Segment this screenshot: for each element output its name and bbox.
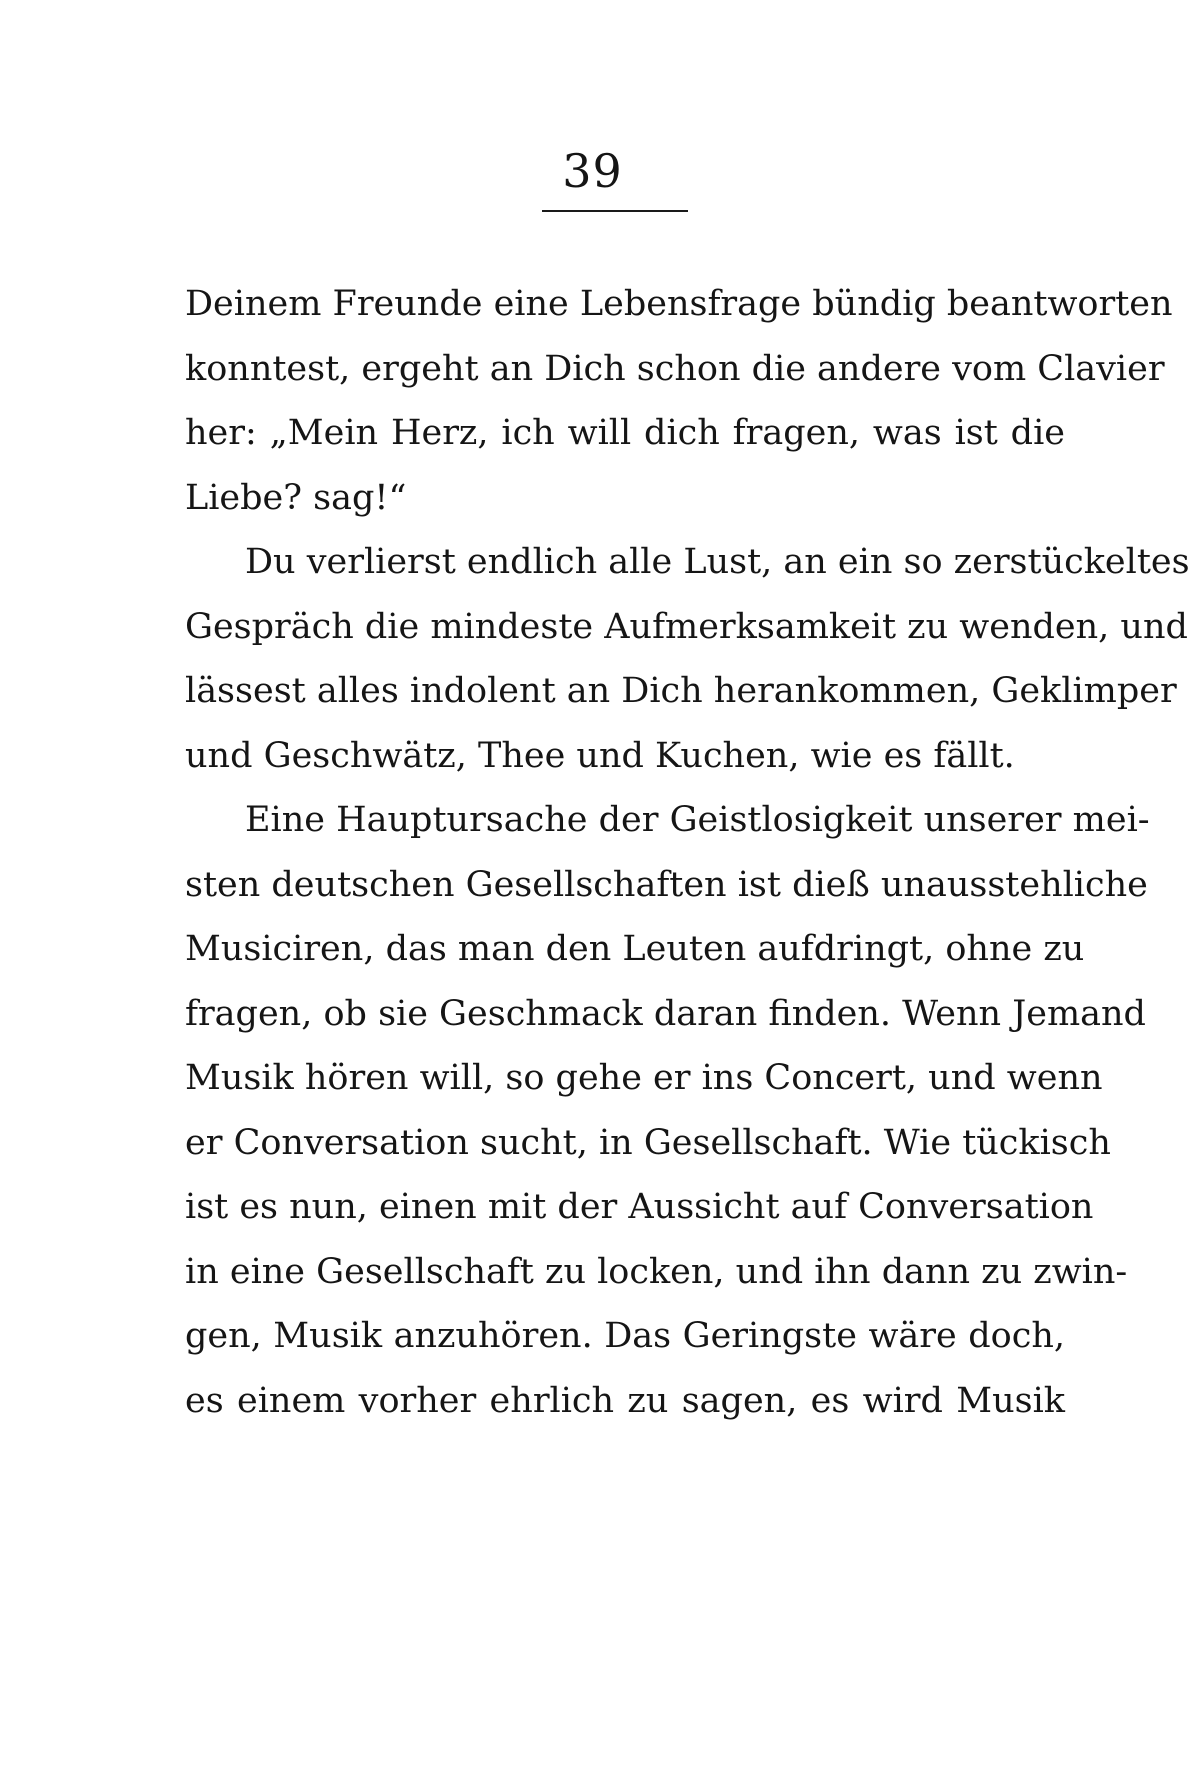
text-line: lässest alles indolent an Dich herankommen, Geklimper bbox=[185, 671, 1177, 711]
text-line: Liebe? sag!“ bbox=[185, 477, 407, 518]
text-line: konntest, ergeht an Dich schon die andere vom Clavier bbox=[185, 348, 1165, 389]
text-line: her: „Mein Herz, ich will dich fragen, was ist die bbox=[185, 413, 1065, 453]
header-rule bbox=[542, 210, 688, 212]
text-line: es einem vorher ehrlich zu sagen, es wird Musik bbox=[185, 1380, 1065, 1421]
text-line: Deinem Freunde eine Lebensfrage bündig beantworten bbox=[185, 284, 1173, 324]
text-line: in eine Gesellschaft zu locken, und ihn dann zu zwin- bbox=[185, 1251, 1128, 1292]
text-line: Du verlierst endlich alle Lust, an ein so zerstückeltes bbox=[245, 542, 1190, 582]
text-line: und Geschwätz, Thee und Kuchen, wie es fällt. bbox=[185, 735, 1015, 776]
page-number: 39 bbox=[562, 144, 623, 198]
text-line: Musik hören will, so gehe er ins Concert, und wenn bbox=[185, 1058, 1103, 1098]
text-line: ist es nun, einen mit der Aussicht auf Conversation bbox=[185, 1187, 1094, 1227]
text-line: gen, Musik anzuhören. Das Geringste wäre doch, bbox=[185, 1316, 1065, 1356]
text-line: fragen, ob sie Geschmack daran finden. Wenn Jemand bbox=[185, 993, 1146, 1034]
text-line: sten deutschen Gesellschaften ist dieß unausstehliche bbox=[185, 864, 1148, 905]
body-text bbox=[185, 272, 1190, 1433]
text-line: er Conversation sucht, in Gesellschaft. Wie tückisch bbox=[185, 1122, 1111, 1163]
text-line: Eine Hauptursache der Geistlosigkeit unserer mei- bbox=[245, 800, 1150, 840]
text-line: Musiciren, das man den Leuten aufdringt, ohne zu bbox=[185, 929, 1085, 969]
text-line: Gespräch die mindeste Aufmerksamkeit zu wenden, und bbox=[185, 606, 1188, 647]
